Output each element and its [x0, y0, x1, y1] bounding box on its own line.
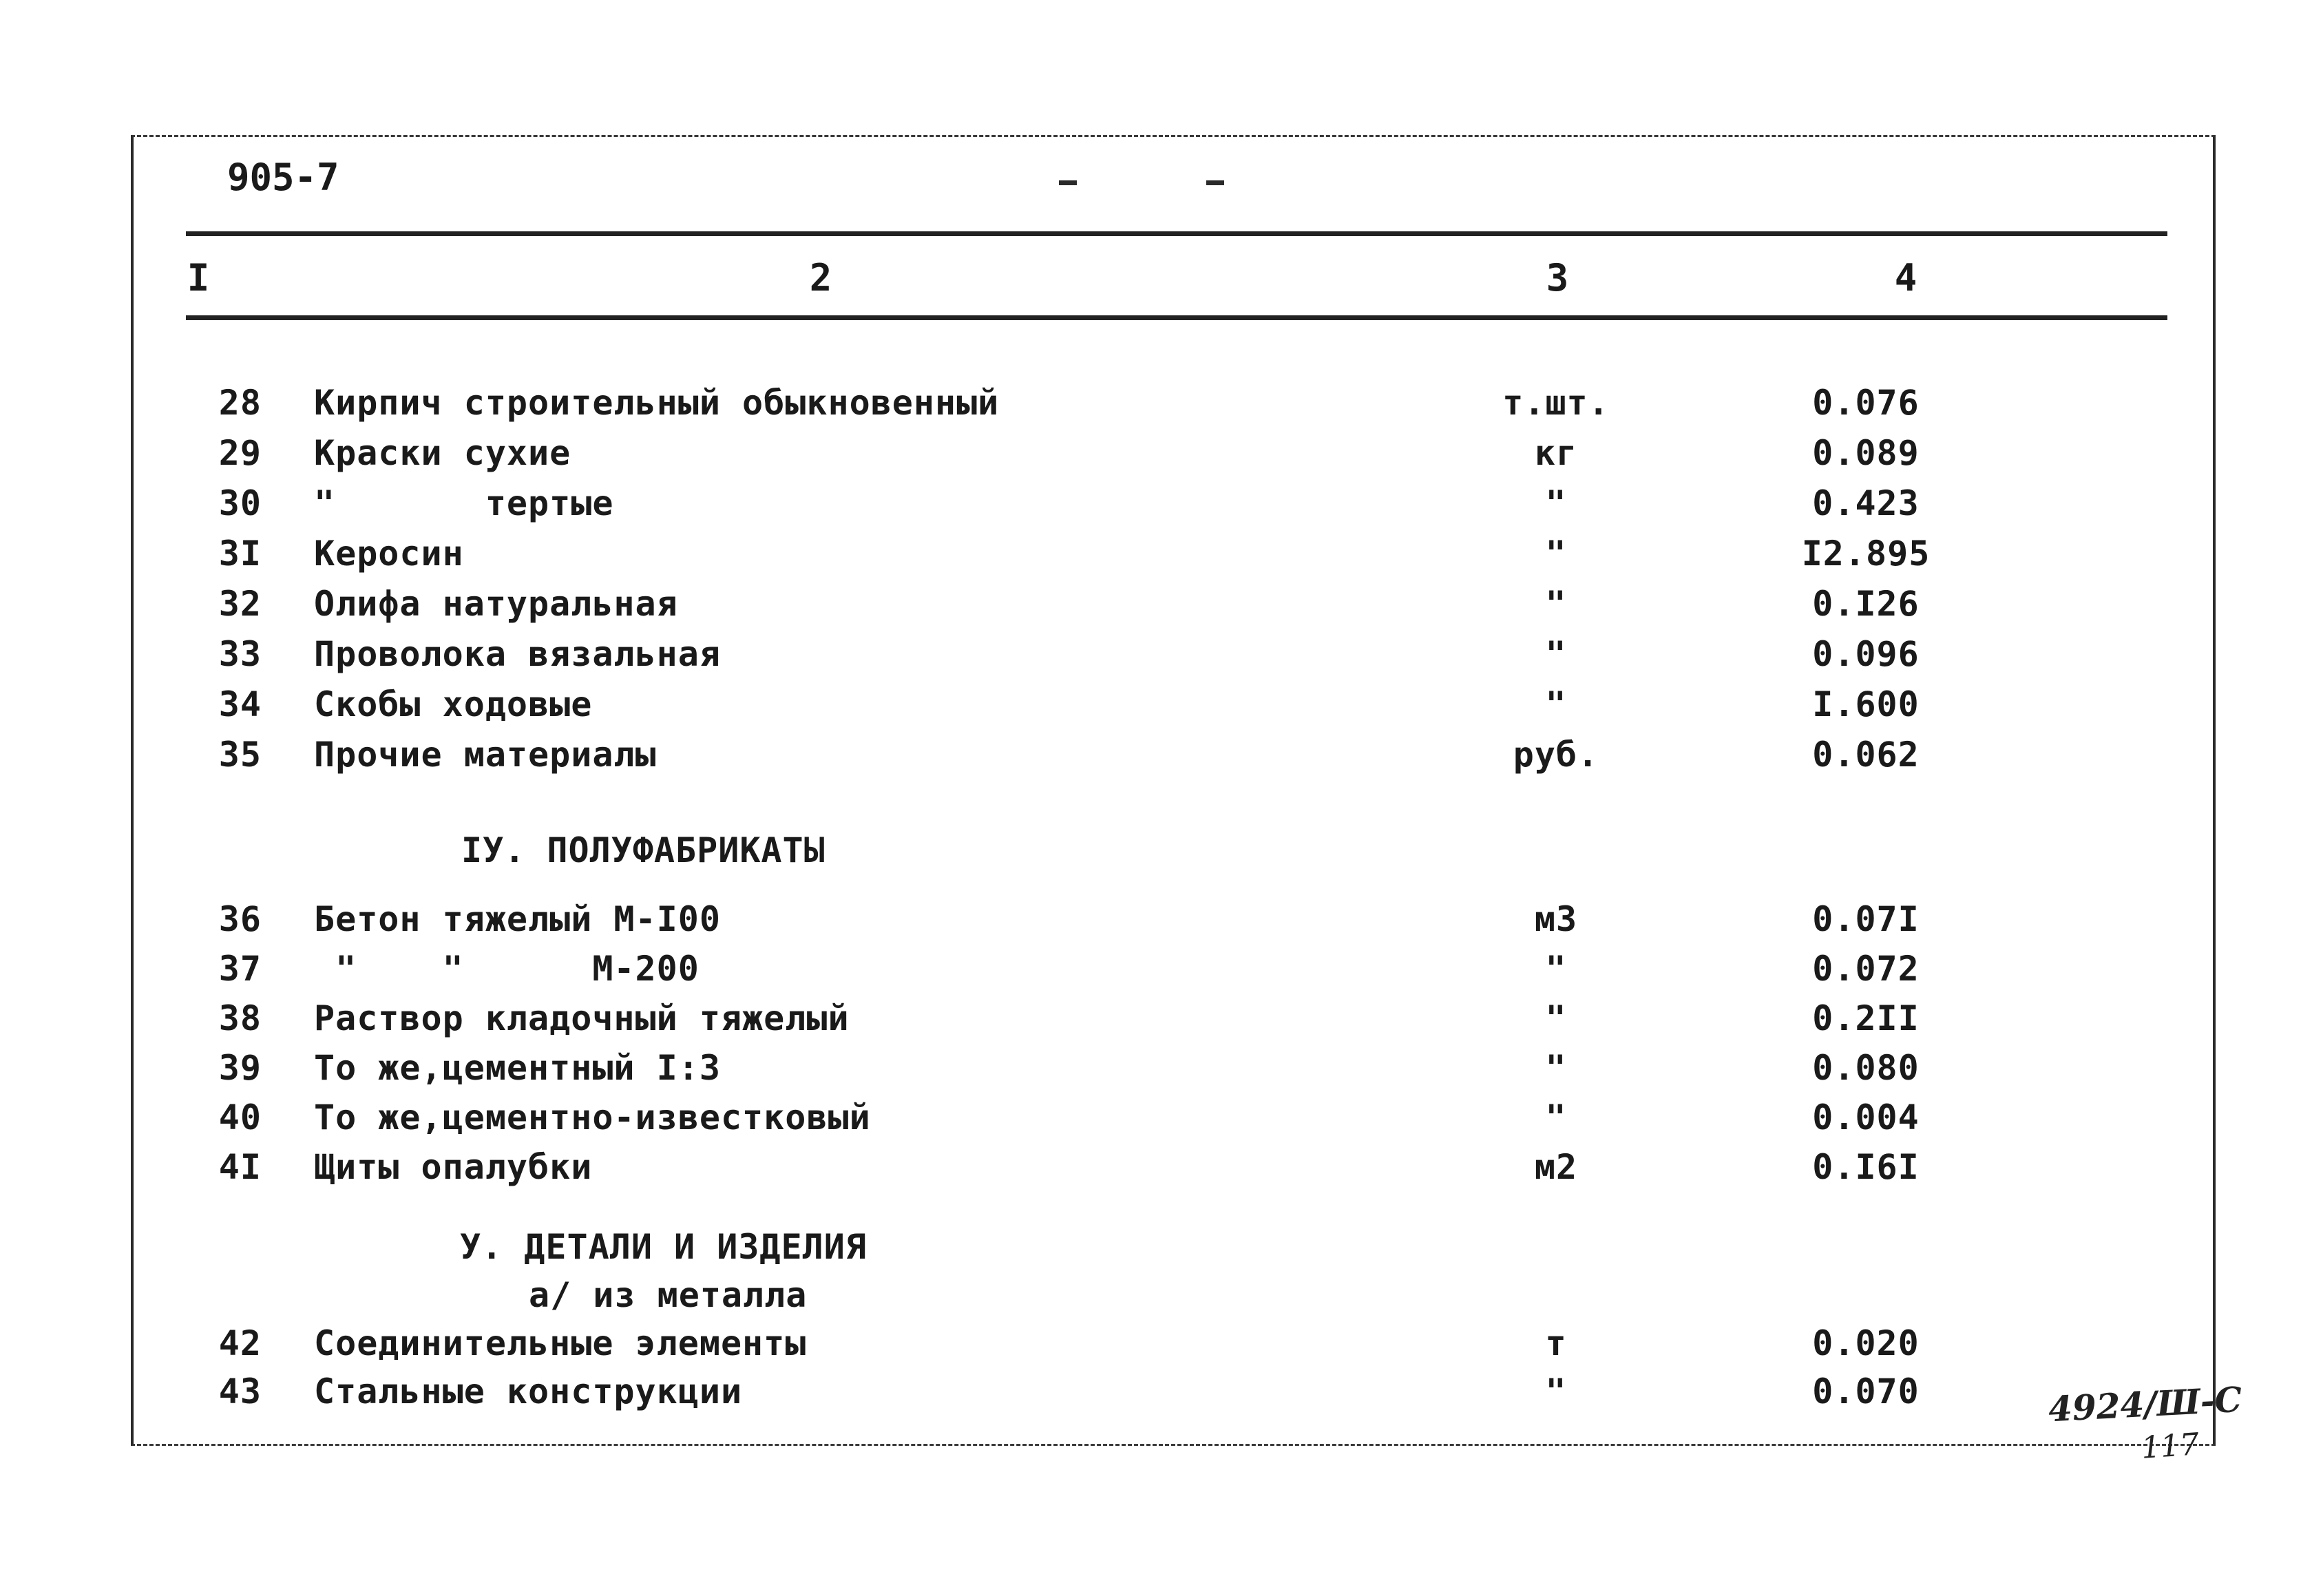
- row-quantity: 0.I26: [1812, 584, 1920, 624]
- row-name: Керосин: [314, 534, 464, 574]
- row-quantity: I2.895: [1801, 534, 1931, 574]
- row-number: 36: [218, 899, 262, 939]
- row-number: 34: [218, 684, 262, 724]
- row-name: Щиты опалубки: [314, 1147, 593, 1187]
- row-name: Скобы ходовые: [314, 684, 593, 724]
- column-header-1: I: [187, 256, 210, 300]
- row-unit: т.шт.: [1502, 383, 1610, 423]
- row-number: 43: [218, 1372, 262, 1411]
- row-quantity: I.600: [1812, 684, 1920, 724]
- table-row: [0, 1323, 2323, 1373]
- section-v-title: У. ДЕТАЛИ И ИЗДЕЛИЯ: [460, 1227, 867, 1267]
- row-quantity: 0.070: [1812, 1372, 1920, 1411]
- row-number: 29: [218, 433, 262, 473]
- row-name: Стальные конструкции: [314, 1372, 743, 1411]
- table-row: [0, 684, 2323, 734]
- row-unit: кг: [1534, 433, 1578, 473]
- row-name: Кирпич строительный обыкновенный: [314, 383, 1000, 423]
- row-number: 39: [218, 1048, 262, 1088]
- sheet-frame: [131, 135, 2216, 1446]
- section-iv-title: IУ. ПОЛУФАБРИКАТЫ: [461, 830, 826, 870]
- row-name: То же,цементно-известковый: [314, 1098, 871, 1137]
- row-unit: ": [1545, 1098, 1567, 1137]
- row-unit: ": [1545, 998, 1567, 1038]
- row-quantity: 0.004: [1812, 1098, 1920, 1137]
- row-quantity: 0.062: [1812, 735, 1920, 775]
- table-row: [0, 1048, 2323, 1098]
- row-unit: ": [1545, 949, 1567, 989]
- row-quantity: 0.080: [1812, 1048, 1920, 1088]
- table-row: [0, 534, 2323, 583]
- row-name: Раствор кладочный тяжелый: [314, 998, 850, 1038]
- row-name: Соединительные элементы: [314, 1323, 807, 1363]
- column-header-4: 4: [1894, 256, 1917, 300]
- page-number-stamp: 117: [2140, 1427, 2200, 1466]
- table-row: [0, 1098, 2323, 1147]
- row-number: 28: [218, 383, 262, 423]
- row-name: Краски сухие: [314, 433, 571, 473]
- table-row: [0, 998, 2323, 1048]
- row-quantity: 0.072: [1812, 949, 1920, 989]
- table-row: [0, 1147, 2323, 1197]
- row-unit: руб.: [1513, 735, 1599, 775]
- row-name: Прочие материалы: [314, 735, 657, 775]
- row-unit: ": [1545, 534, 1567, 574]
- section-v-subtitle: а/ из металла: [529, 1275, 808, 1315]
- row-quantity: 0.07I: [1812, 899, 1920, 939]
- row-unit: т: [1545, 1323, 1567, 1363]
- row-number: 35: [218, 735, 262, 775]
- row-name: Проволока вязальная: [314, 634, 721, 674]
- table-row: [0, 735, 2323, 784]
- row-quantity: 0.I6I: [1812, 1147, 1920, 1187]
- row-quantity: 0.423: [1812, 483, 1920, 523]
- table-row: [0, 433, 2323, 483]
- row-unit: ": [1545, 483, 1567, 523]
- row-quantity: 0.089: [1812, 433, 1920, 473]
- table-row: [0, 949, 2323, 998]
- row-number: 4I: [218, 1147, 262, 1187]
- header-dash-mark: [1059, 180, 1077, 185]
- row-number: 33: [218, 634, 262, 674]
- row-name: То же,цементный I:3: [314, 1048, 721, 1088]
- table-row: [0, 1372, 2323, 1421]
- header-top-rule: [186, 231, 2167, 236]
- table-row: [0, 383, 2323, 432]
- row-quantity: 0.2II: [1812, 998, 1920, 1038]
- row-unit: м2: [1534, 1147, 1578, 1187]
- row-quantity: 0.096: [1812, 634, 1920, 674]
- row-number: 42: [218, 1323, 262, 1363]
- column-header-3: 3: [1546, 256, 1569, 300]
- row-name: " тертые: [314, 483, 614, 523]
- row-name: Олифа натуральная: [314, 584, 678, 624]
- header-dash-mark: [1206, 180, 1224, 185]
- row-number: 30: [218, 483, 262, 523]
- document-code: 905-7: [227, 156, 339, 199]
- row-number: 3I: [218, 534, 262, 574]
- table-row: [0, 584, 2323, 633]
- inventory-number-stamp: 4924/Ш-С: [2047, 1378, 2243, 1430]
- row-name: Бетон тяжелый М-I00: [314, 899, 721, 939]
- row-number: 32: [218, 584, 262, 624]
- row-unit: ": [1545, 634, 1567, 674]
- row-number: 38: [218, 998, 262, 1038]
- row-unit: ": [1545, 1372, 1567, 1411]
- table-row: [0, 634, 2323, 684]
- table-row: [0, 483, 2323, 533]
- column-header-2: 2: [809, 256, 832, 300]
- header-bottom-rule: [186, 315, 2167, 320]
- table-row: [0, 899, 2323, 949]
- row-quantity: 0.020: [1812, 1323, 1920, 1363]
- row-number: 37: [218, 949, 262, 989]
- row-unit: м3: [1534, 899, 1578, 939]
- row-unit: ": [1545, 1048, 1567, 1088]
- row-number: 40: [218, 1098, 262, 1137]
- row-name: " " М-200: [314, 949, 700, 989]
- row-quantity: 0.076: [1812, 383, 1920, 423]
- row-unit: ": [1545, 684, 1567, 724]
- row-unit: ": [1545, 584, 1567, 624]
